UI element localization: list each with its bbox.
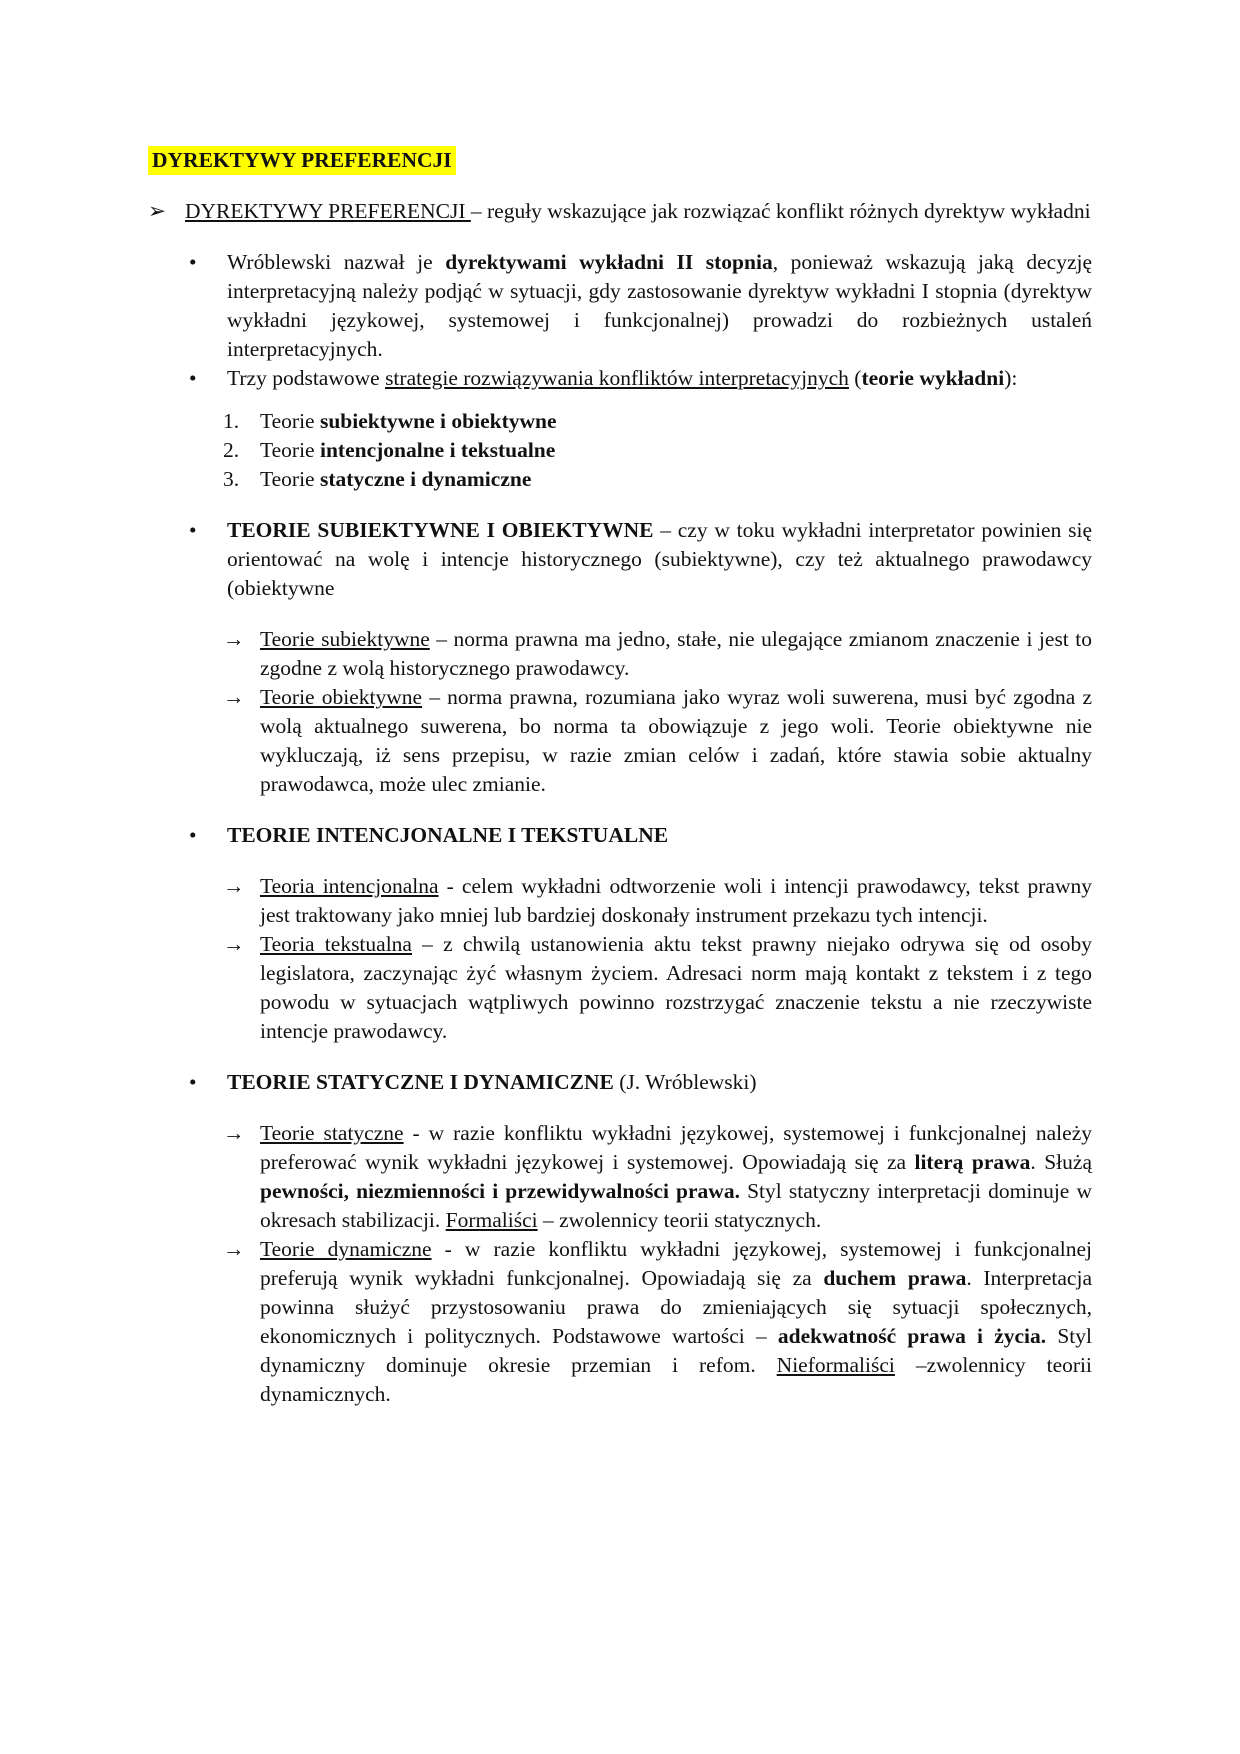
intro-item <box>148 197 1092 226</box>
right-arrow-icon: → <box>223 1121 245 1145</box>
list-item: → Teoria tekstualna – z chwilą ustanowienia aktu tekst prawny niejako odrywa się od osoby legislatora, zaczynając żyć własnym życiem. Adresaci norm mają kontakt z tekstem i z tego powodu w sytuacjach wątpliwych powinno rozstrzygać znaczenie tekstu a nie rzeczywiste intencje prawodawcy. <box>223 930 1092 1046</box>
arrowhead-bullet-icon: ➢ <box>148 199 167 223</box>
section-intentional-textual <box>185 821 1092 850</box>
right-arrow-icon: → <box>223 627 245 651</box>
section-heading: TEORIE STATYCZNE I DYNAMICZNE <box>227 1070 614 1094</box>
intro-term: DYREKTYWY PREFERENCJI <box>185 199 471 223</box>
document-title: DYREKTYWY PREFERENCJI <box>148 146 456 175</box>
arrow-list-subjective-objective <box>223 625 1092 799</box>
list-item: → Teorie subiektywne – norma prawna ma jedno, stałe, nie ulegające zmianom znaczenie i jest to zgodne z wolą historycznego prawodawcy. <box>223 625 1092 683</box>
bullet-item-intentional-textual <box>185 821 1092 850</box>
section-static-dynamic <box>185 1068 1092 1097</box>
list-item: → Teorie obiektywne – norma prawna, rozumiana jako wyraz woli suwerena, musi być zgodna z wolą aktualnego suwerena, bo norma ta obowiązuje z jego woli. Teorie obiektywne nie wykluczają, iż sens przepisu, w razie zmian celów i zadań, które stawia sobie aktualny prawodawca, może ulec zmianie. <box>223 683 1092 799</box>
right-arrow-icon: → <box>223 1237 245 1261</box>
arrow-list-static-dynamic <box>223 1119 1092 1409</box>
right-arrow-icon: → <box>223 685 245 709</box>
bullet-item-strategies: • Trzy podstawowe strategie rozwiązywania konfliktów interpretacyjnych (teorie wykładni): <box>185 364 1092 393</box>
list-item: → Teoria intencjonalna - celem wykładni odtworzenie woli i intencji prawodawcy, tekst prawny jest traktowany jako mniej lub bardziej doskonały instrument przekazu tych intencji. <box>223 872 1092 930</box>
arrow-list-intentional-textual <box>223 872 1092 1046</box>
list-item: 1. Teorie subiektywne i obiektywne <box>223 409 557 433</box>
bullet-dot-icon: • <box>189 366 197 390</box>
bullet-dot-icon: • <box>189 518 197 542</box>
right-arrow-icon: → <box>223 874 245 898</box>
bullet-dot-icon: • <box>189 823 197 847</box>
bullet-dot-icon: • <box>189 1070 197 1094</box>
bullet-item-wroblewski: • Wróblewski nazwał je dyrektywami wykładni II stopnia, ponieważ wskazują jaką decyzję interpretacyjną należy podjąć w sytuacji, gdy zastosowanie dyrektyw wykładni I stopnia (dyrektyw wykładni językowej, systemowej i funkcjonalnej) prowadzi do rozbieżnych ustaleń interpretacyjnych. <box>185 248 1092 364</box>
list-item: → Teorie statyczne - w razie konfliktu wykładni językowej, systemowej i funkcjonalnej należy preferować wynik wykładni językowej i systemowej. Opowiadają się za literą prawa. Służą pewności, niezmienności i przewidywalności prawa. Styl statyczny interpretacji dominuje w okresach stabilizacji. Formaliści – zwolennicy teorii statycznych. <box>223 1119 1092 1235</box>
right-arrow-icon: → <box>223 932 245 956</box>
intro-text: DYREKTYWY PREFERENCJI – reguły wskazujące jak rozwiązać konflikt różnych dyrektyw wykładni <box>185 199 1091 223</box>
list-item: → Teorie dynamiczne - w razie konfliktu wykładni językowej, systemowej i funkcjonalnej preferują wynik wykładni funkcjonalnej. Opowiadają się za duchem prawa. Interpretacja powinna służyć przystosowaniu prawa do zmieniających się sytuacji społecznych, ekonomicznych i politycznych. Podstawowe wartości – adekwatność prawa i życia. Styl dynamiczny dominuje okresie przemian i refom. Nieformaliści –zwolennicy teorii dynamicznych. <box>223 1235 1092 1409</box>
bullet-dot-icon: • <box>189 250 197 274</box>
bullet-item-static-dynamic: • TEORIE STATYCZNE I DYNAMICZNE (J. Wróblewski) <box>185 1068 1092 1097</box>
list-item: 3. Teorie statyczne i dynamiczne <box>223 467 532 491</box>
section-subjective-objective <box>185 516 1092 603</box>
section-heading: TEORIE SUBIEKTYWNE I OBIEKTYWNE <box>227 518 654 542</box>
bullet-item-subjective-objective: • TEORIE SUBIEKTYWNE I OBIEKTYWNE – czy w toku wykładni interpretator powinien się orientować na wolę i intencje historycznego (subiektywne), czy też aktualnego prawodawcy (obiektywne <box>185 516 1092 603</box>
numbered-list <box>223 407 1092 494</box>
list-item: 2. Teorie intencjonalne i tekstualne <box>223 438 556 462</box>
section-heading: TEORIE INTENCJONALNE I TEKSTUALNE <box>227 823 669 847</box>
bullet-list <box>185 248 1092 393</box>
